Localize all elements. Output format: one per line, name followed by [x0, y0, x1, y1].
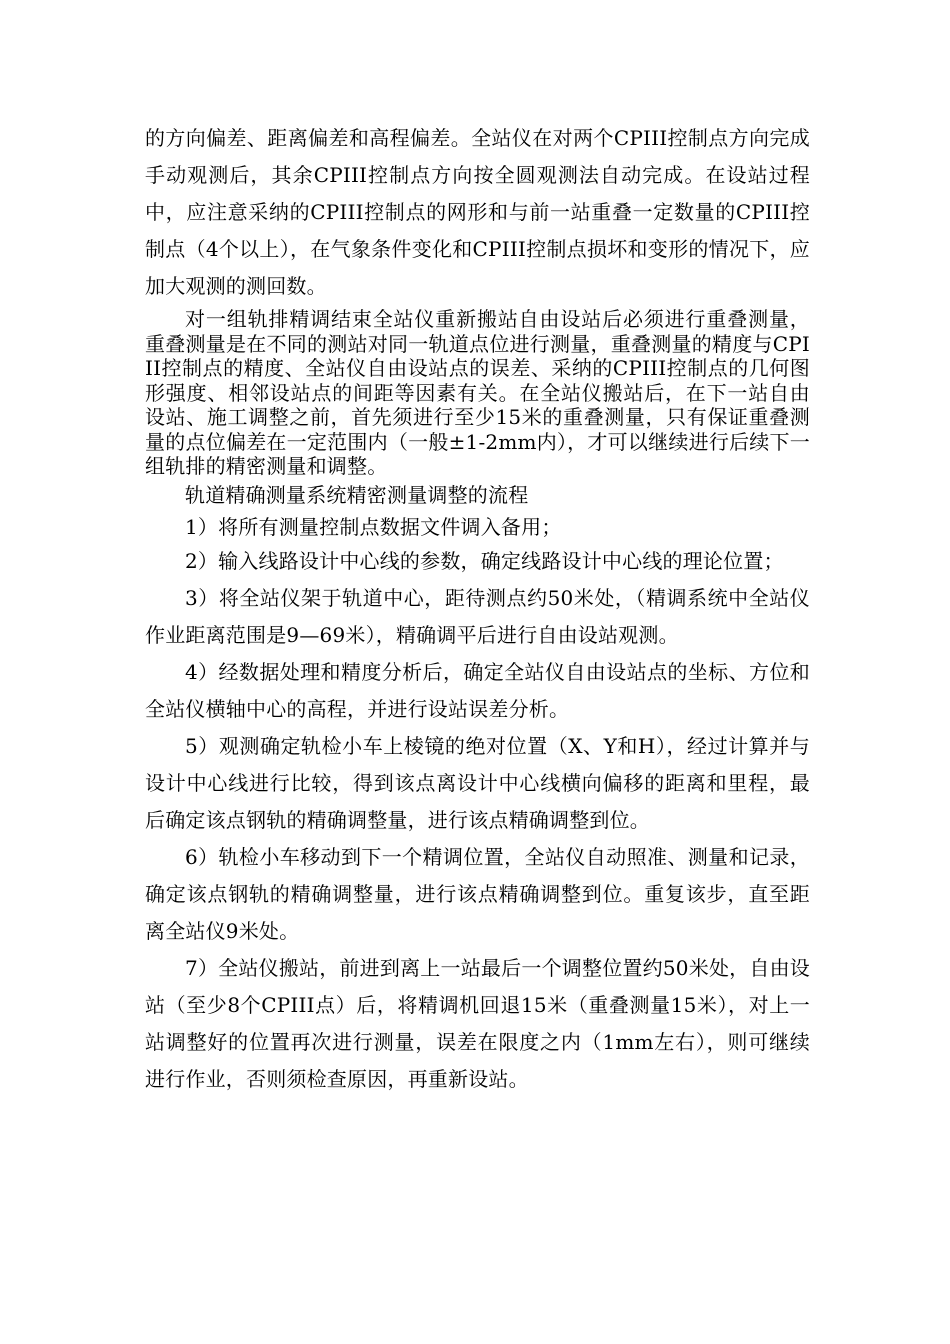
step-4: 4）经数据处理和精度分析后，确定全站仪自由设站点的坐标、方位和全站仪横轴中心的高程，并进行设站误差分析。: [145, 659, 810, 721]
step-5: 5）观测确定轨检小车上棱镜的绝对位置（X、Y和H），经过计算并与设计中心线进行比较，得到该点离设计中心线横向偏移的距离和里程，最后确定该点钢轨的精确调整量，进行该点精确调整到位。: [145, 733, 810, 832]
step-1: 1）将所有测量控制点数据文件调入备用；: [185, 514, 562, 539]
section-heading-adjustment-process: 轨道精确测量系统精密测量调整的流程: [185, 482, 529, 507]
paragraph-overlap-measurement: 对一组轨排精调结束全站仪重新搬站自由设站后必须进行重叠测量，重叠测量是在不同的测站对同一轨道点位进行测量，重叠测量的精度与CPIII控制点的精度、全站仪自由设站点的误差、采纳的CPIII控制点的几何图形强度、相邻设站点的间距等因素有关。在全站仪搬站后，在下一站自由设站、施工调整之前，首先须进行至少15米的重叠测量，只有保证重叠测量的点位偏差在一定范围内（一般±1-2mm内），才可以继续进行后续下一组轨排的精密测量和调整。: [145, 307, 810, 478]
paragraph-setup-continuation: 的方向偏差、距离偏差和高程偏差。全站仪在对两个CPIII控制点方向完成手动观测后，其余CPIII控制点方向按全圆观测法自动完成。在设站过程中，应注意采纳的CPIII控制点的网形和与前一站重叠一定数量的CPIII控制点（4个以上），在气象条件变化和CPIII控制点损坏和变形的情况下，应加大观测的测回数。: [145, 126, 810, 298]
step-3: 3）将全站仪架于轨道中心，距待测点约50米处，（精调系统中全站仪作业距离范围是9—69米），精确调平后进行自由设站观测。: [145, 585, 810, 647]
step-6: 6）轨检小车移动到下一个精调位置，全站仪自动照准、测量和记录，确定该点钢轨的精确调整量，进行该点精确调整到位。重复该步，直至距离全站仪9米处。: [145, 844, 810, 943]
step-7: 7）全站仪搬站，前进到离上一站最后一个调整位置约50米处，自由设站（至少8个CPIII点）后，将精调机回退15米（重叠测量15米），对上一站调整好的位置再次进行测量，误差在限度之内（1mm左右），则可继续进行作业，否则须检查原因，再重新设站。: [145, 955, 810, 1091]
step-2: 2）输入线路设计中心线的参数，确定线路设计中心线的理论位置；: [185, 548, 784, 573]
document-body: [145, 120, 810, 1098]
